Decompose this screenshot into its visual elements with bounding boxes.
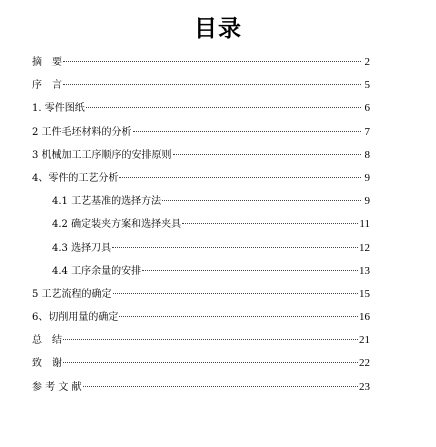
toc-entry-page: 12 — [359, 241, 370, 254]
toc-entry[interactable] — [32, 376, 370, 399]
toc-entry-label: 摘 要 — [32, 57, 62, 68]
toc-subentry[interactable] — [32, 213, 370, 236]
toc-subentry[interactable] — [32, 237, 370, 260]
toc-entry-page: 21 — [359, 334, 370, 347]
toc-entry[interactable] — [32, 97, 370, 120]
toc-entry-page: 11 — [359, 218, 370, 231]
toc-entry-page: 13 — [359, 264, 370, 277]
toc-entry-page: 6 — [364, 102, 370, 115]
toc-entry-page: 9 — [364, 195, 370, 208]
dot-leader — [113, 293, 358, 294]
toc-entry-label: 4.3 选择刀具 — [52, 242, 112, 254]
toc-entry[interactable] — [32, 167, 370, 190]
toc-entry[interactable] — [32, 283, 370, 306]
toc-entry-page: 9 — [364, 171, 370, 184]
toc-entry-label: 4.1 工艺基准的选择方法 — [52, 196, 162, 208]
toc-entry-page: 5 — [364, 79, 370, 92]
dot-leader — [142, 270, 358, 271]
toc-entry-page: 2 — [364, 56, 370, 68]
toc-entry[interactable] — [32, 352, 370, 375]
dot-leader — [86, 107, 361, 108]
toc-entry-label: 1. 零件图纸 — [32, 103, 85, 115]
toc-title: 目录 — [194, 16, 242, 42]
toc-entry-label: 4、零件的工艺分析 — [32, 172, 119, 184]
toc-entry[interactable] — [32, 306, 370, 329]
toc-entry-label: 5 工艺流程的确定 — [32, 288, 112, 300]
dot-leader — [119, 177, 361, 178]
toc-entry-label: 总 结 — [32, 335, 62, 347]
toc-entry-page: 8 — [364, 148, 370, 161]
dot-leader — [112, 247, 358, 248]
dot-leader — [63, 362, 358, 363]
dot-leader — [63, 84, 361, 85]
toc-entry[interactable] — [32, 74, 370, 97]
dot-leader — [119, 316, 358, 317]
toc-entry[interactable] — [32, 121, 370, 144]
toc-entry-label: 致 谢 — [32, 358, 62, 370]
toc-subentry[interactable] — [32, 260, 370, 283]
toc-entry-label: 4.4 工序余量的安排 — [52, 265, 142, 277]
toc-entry-page: 22 — [359, 357, 370, 370]
dot-leader — [83, 386, 358, 387]
toc-entry-label: 2 工件毛坯材料的分析 — [32, 126, 132, 138]
toc-entry-label: 序 言 — [32, 80, 62, 92]
toc-entry[interactable] — [32, 329, 370, 352]
toc-entry[interactable] — [32, 51, 370, 74]
dot-leader — [173, 154, 361, 155]
dot-leader — [133, 131, 361, 132]
dot-leader — [63, 61, 361, 62]
toc-entry-label: 3 机械加工工序顺序的安排原则 — [32, 149, 172, 161]
toc-list — [32, 51, 370, 399]
dot-leader — [162, 200, 361, 201]
toc-entry-page: 7 — [364, 125, 370, 138]
toc-entry-page: 23 — [359, 380, 370, 393]
dot-leader — [182, 223, 358, 224]
toc-entry[interactable] — [32, 144, 370, 167]
toc-entry-label: 6、切削用量的确定 — [32, 312, 119, 324]
dot-leader — [63, 339, 358, 340]
toc-entry-label: 参 考 文 献 — [32, 381, 82, 393]
toc-entry-label: 4.2 确定装夹方案和选择夹具 — [52, 219, 182, 231]
toc-subentry[interactable] — [32, 190, 370, 213]
toc-entry-page: 16 — [359, 311, 370, 324]
toc-entry-page: 15 — [359, 287, 370, 300]
